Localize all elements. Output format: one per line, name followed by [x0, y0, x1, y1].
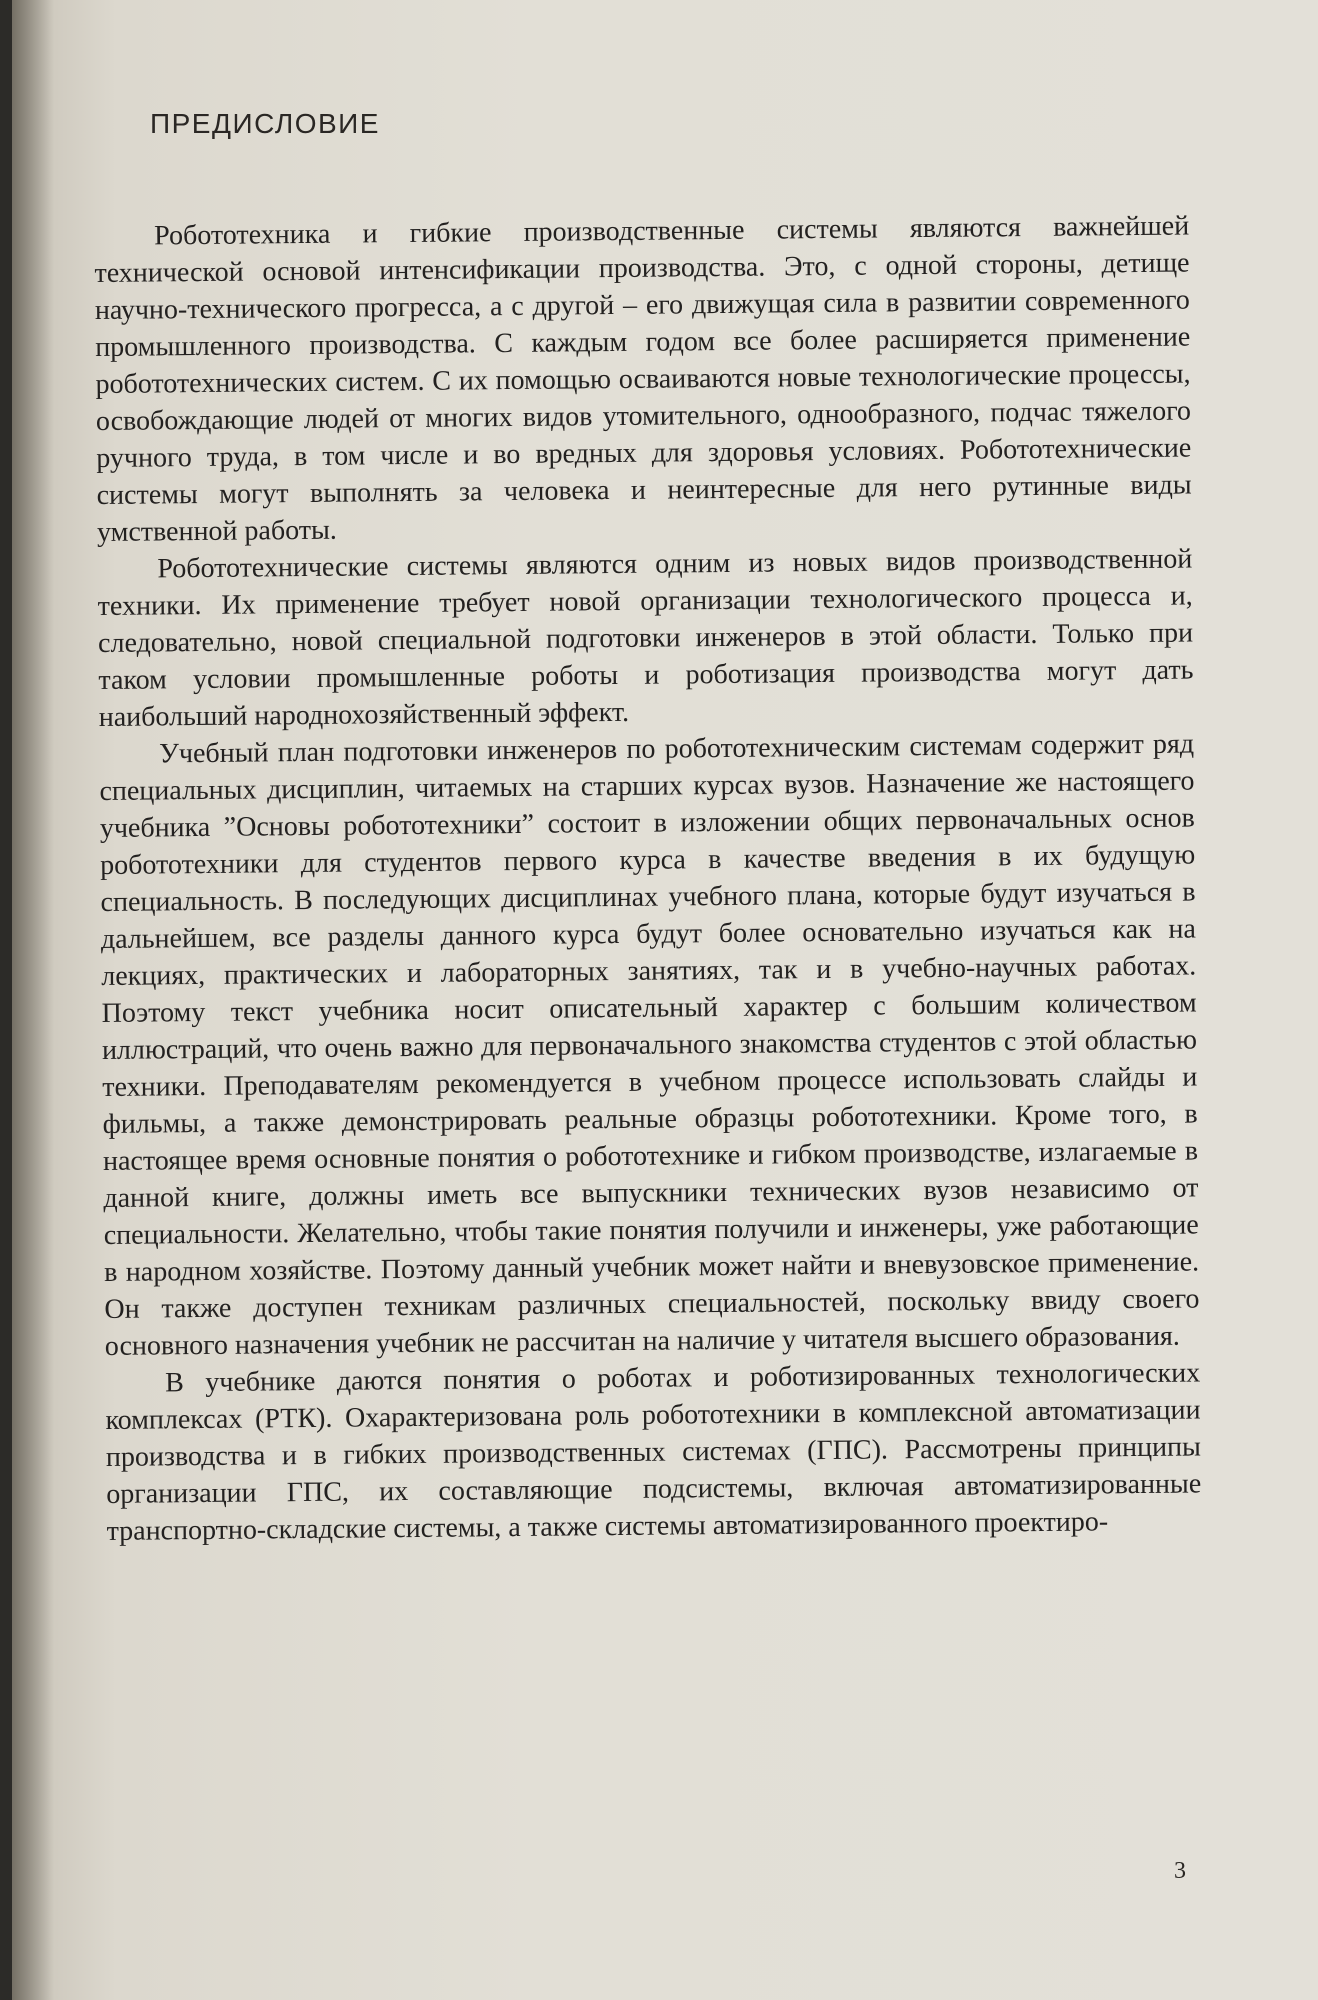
paragraph-1: Робототехника и гибкие производственные системы являются важнейшей технической основой интенсификации производства. Это, с одной стороны, детище научно-технического прогресса, а с другой – его движущая сила в развитии современного промышленного производства. С каждым годом все более расширяется применение робототехнических систем. С их помощью осваиваются новые технологические процессы, освобождающие людей от многих видов утомительного, однообразного, подчас тяжелого ручного труда, в том числе и во вредных для здоровья условиях. Робототехнические системы могут выполнять за человека и неинтересные для него рутинные виды умственной работы.	[94, 210, 1192, 548]
paragraph-4: В учебнике даются понятия о роботах и роботизированных технологических комплексах (РТК). Охарактеризована роль робототехники в комплексной автоматизации производства и в гибких производственных системах (ГПС). Рассмотрены принципы организации ГПС, их составляющие подсистемы, включая автоматизированные транспортно-складские системы, а также системы автоматизированного проектиро-	[105, 1357, 1202, 1547]
paragraph-2: Робототехнические системы являются одним из новых видов производственной техники. Их применение требует новой организации технологического процесса и, следовательно, новой специальной подготовки инженеров в этой области. Только при таком условии промышленные роботы и роботизация производства могут дать наибольший народнохозяйственный эффект.	[97, 543, 1194, 733]
page-heading: ПРЕДИСЛОВИЕ	[150, 108, 380, 139]
book-page	[12, 0, 1318, 2000]
paragraph-3: Учебный план подготовки инженеров по робототехническим системам содержит ряд специальных дисциплин, читаемых на старших курсах вузов. Назначение же настоящего учебника ”Основы робототехники” состоит в изложении общих первоначальных основ робототехники для студентов первого курса в качестве введения в их будущую специальность. В последующих дисциплинах учебного плана, которые будут изучаться в дальнейшем, все разделы данного курса будут более основательно изучаться как на лекциях, практических и лабораторных занятиях, так и в учебно-научных работах. Поэтому текст учебника носит описательный характер с большим количеством иллюстраций, что очень важно для первоначального знакомства студентов с этой областью техники. Преподавателям рекомендуется в учебном процессе использовать слайды и фильмы, а также демонстрировать реальные образцы робототехники. Кроме того, в настоящее время основные понятия о робототехнике и гибком производстве, излагаемые в данной книге, должны иметь все выпускники технических вузов независимо от специальности. Желательно, чтобы такие понятия получили и инженеры, уже работающие в народном хозяйстве. Поэтому данный учебник может найти и вневузовское применение. Он также доступен техникам различных специальностей, поскольку ввиду своего основного назначения учебник не рассчитан на наличие у читателя высшего образования.	[99, 728, 1200, 1362]
page-number: 3	[1174, 1858, 1186, 1884]
spine-shadow	[12, 0, 54, 2000]
body-text	[94, 207, 1202, 1549]
